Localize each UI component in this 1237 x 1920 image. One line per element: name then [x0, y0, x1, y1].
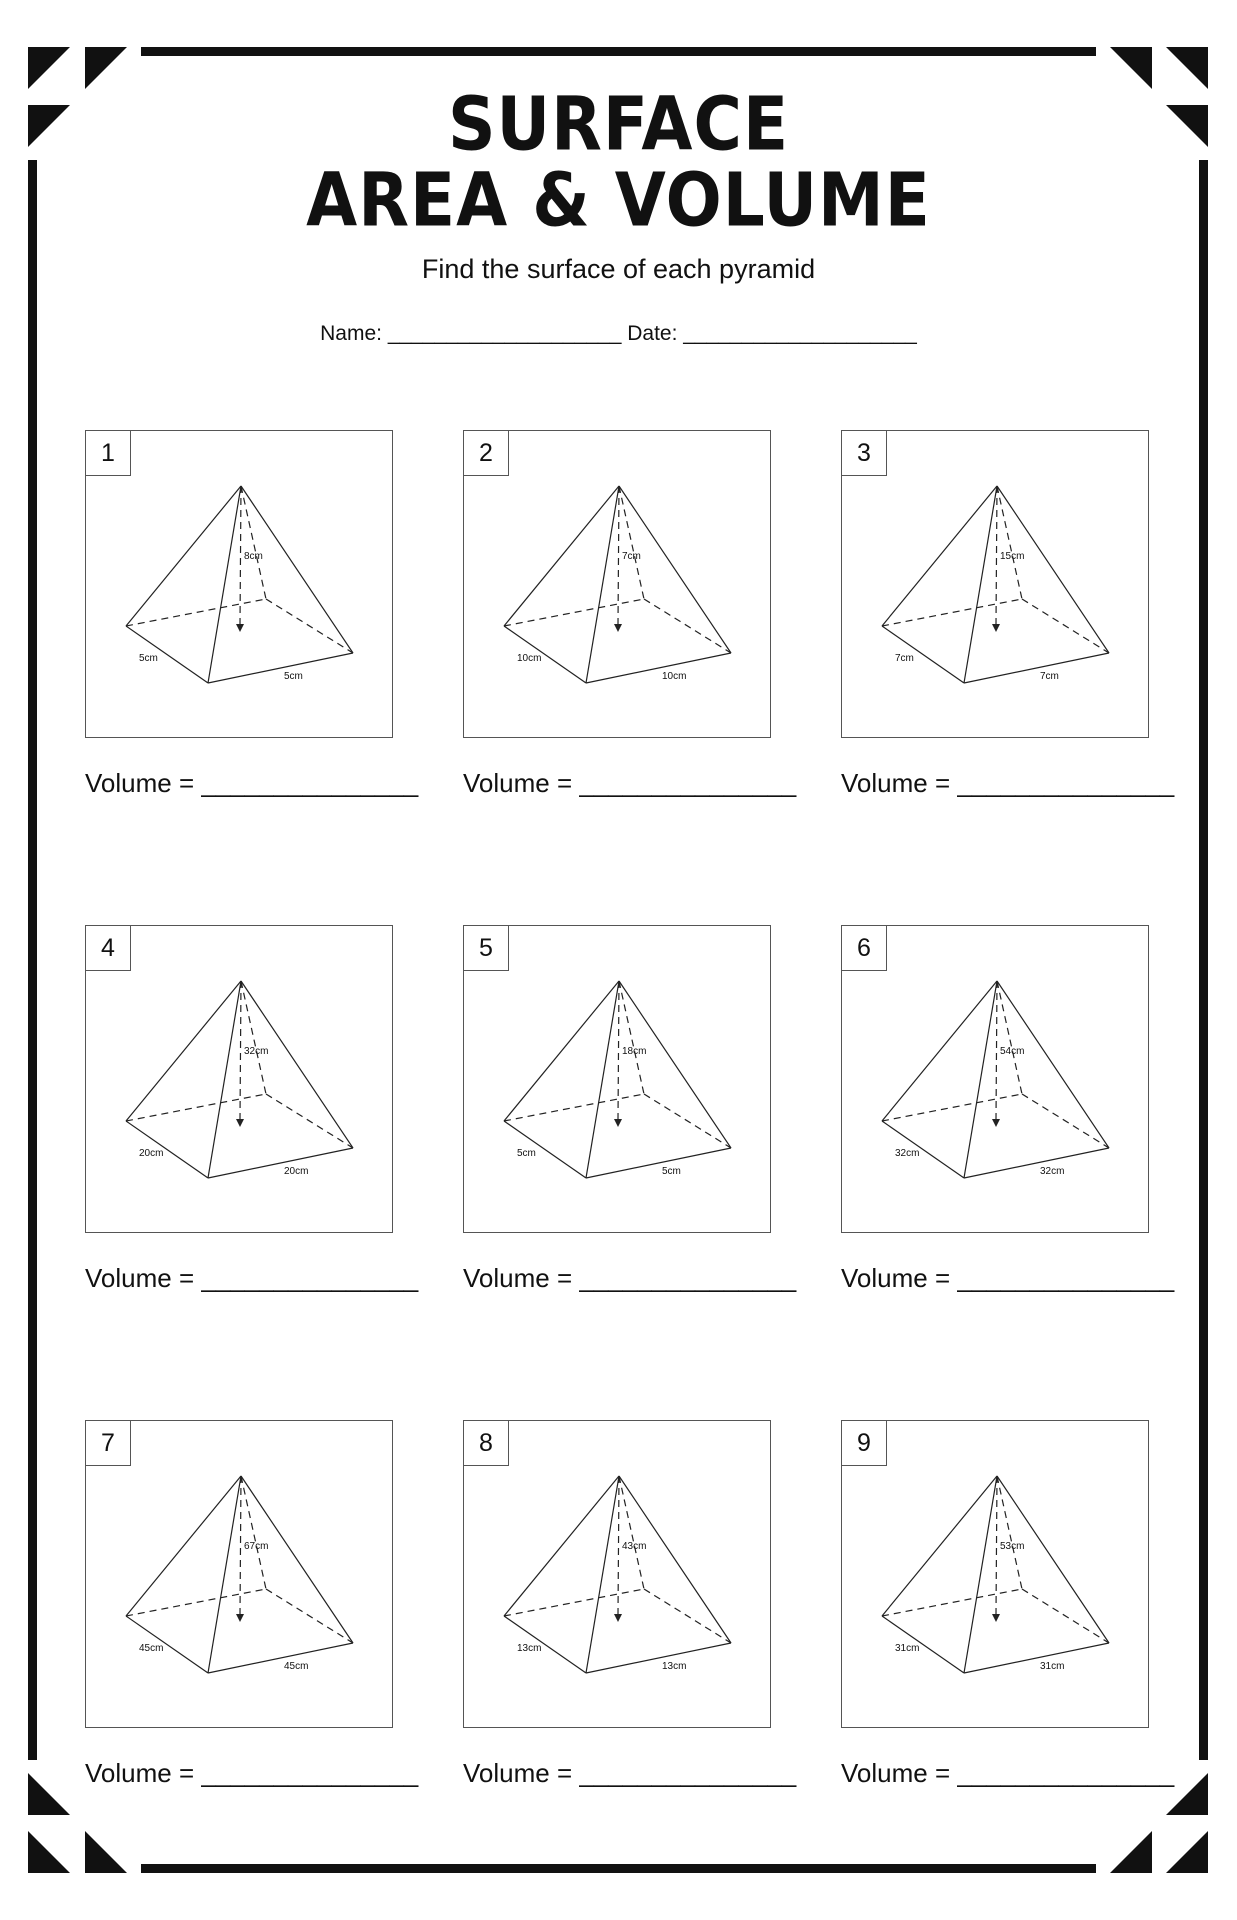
height-label: 54cm — [1000, 1046, 1025, 1057]
pyramid-edge — [964, 486, 997, 683]
height-label: 32cm — [244, 1046, 269, 1057]
hidden-edge — [504, 1094, 644, 1121]
pyramid-edge — [208, 981, 241, 1178]
hidden-edge — [126, 599, 266, 626]
hidden-edge — [882, 1589, 1022, 1616]
worksheet-title-line1: SURFACE — [447, 81, 790, 168]
pyramid-edge — [126, 981, 241, 1121]
hidden-edge — [240, 981, 241, 1119]
base-side-right-label: 7cm — [1040, 671, 1059, 682]
height-label: 53cm — [1000, 1541, 1025, 1552]
pyramid-edge — [126, 486, 241, 626]
hidden-edge — [618, 1476, 619, 1614]
hidden-edge — [241, 981, 269, 1094]
hidden-edge — [997, 486, 1025, 599]
pyramid-edge — [208, 1476, 241, 1673]
base-side-left-label: 5cm — [517, 1148, 536, 1159]
hidden-edge — [266, 1094, 353, 1148]
base-side-left-label: 31cm — [895, 1643, 920, 1654]
pyramid-edge — [586, 1148, 731, 1178]
hidden-edge — [241, 486, 266, 599]
problem-number: 2 — [463, 430, 509, 476]
pyramid-edge — [241, 981, 353, 1148]
pyramid-edge — [882, 486, 997, 626]
base-side-right-label: 31cm — [1040, 1661, 1065, 1672]
pyramid-edge — [964, 1643, 1109, 1673]
hidden-edge — [996, 981, 997, 1119]
volume-answer-line[interactable]: Volume = _______________ — [841, 1758, 1175, 1788]
problem-number: 7 — [85, 1420, 131, 1466]
height-label: 8cm — [244, 551, 263, 562]
pyramid-edge — [586, 653, 731, 683]
hidden-edge — [1022, 599, 1109, 653]
base-side-right-label: 20cm — [284, 1166, 309, 1177]
worksheet-instructions: Find the surface of each pyramid — [421, 254, 816, 284]
height-label: 7cm — [622, 551, 641, 562]
pyramid-diagram — [842, 431, 1147, 736]
pyramid-edge — [241, 486, 353, 653]
height-label: 67cm — [244, 1541, 269, 1552]
problem-number: 6 — [841, 925, 887, 971]
hidden-edge — [266, 599, 353, 653]
hidden-edge — [126, 1589, 266, 1616]
problem-figure-box — [463, 925, 771, 1233]
height-label: 15cm — [1000, 551, 1025, 562]
hidden-edge — [997, 981, 1025, 1094]
height-arrow-icon — [614, 1119, 622, 1127]
problem-number: 4 — [85, 925, 131, 971]
problem-number: 1 — [85, 430, 131, 476]
height-arrow-icon — [992, 1614, 1000, 1622]
volume-answer-line[interactable]: Volume = _______________ — [463, 768, 797, 798]
base-side-right-label: 5cm — [662, 1166, 681, 1177]
pyramid-edge — [586, 1643, 731, 1673]
height-arrow-icon — [236, 624, 244, 632]
hidden-edge — [126, 1094, 266, 1121]
problem-figure-box — [463, 1420, 771, 1728]
hidden-edge — [619, 1476, 647, 1589]
base-side-left-label: 7cm — [895, 653, 914, 664]
height-label: 43cm — [622, 1541, 647, 1552]
problem-figure-box — [85, 1420, 393, 1728]
pyramid-edge — [619, 981, 731, 1148]
hidden-edge — [996, 1476, 997, 1614]
pyramid-diagram — [464, 431, 769, 736]
problem-figure-box — [841, 430, 1149, 738]
pyramid-diagram — [86, 1421, 391, 1726]
base-side-left-label: 13cm — [517, 1643, 542, 1654]
pyramid-edge — [208, 486, 241, 683]
pyramid-diagram — [842, 926, 1147, 1231]
height-arrow-icon — [236, 1614, 244, 1622]
pyramid-edge — [997, 981, 1109, 1148]
problem-figure-box — [85, 430, 393, 738]
pyramid-edge — [504, 981, 619, 1121]
pyramid-edge — [504, 486, 619, 626]
pyramid-diagram — [842, 1421, 1147, 1726]
base-side-right-label: 45cm — [284, 1661, 309, 1672]
volume-answer-line[interactable]: Volume = _______________ — [463, 1263, 797, 1293]
height-arrow-icon — [992, 1119, 1000, 1127]
hidden-edge — [644, 1094, 731, 1148]
height-arrow-icon — [236, 1119, 244, 1127]
pyramid-edge — [208, 1148, 353, 1178]
hidden-edge — [644, 1589, 731, 1643]
pyramid-edge — [586, 1476, 619, 1673]
pyramid-edge — [504, 1476, 619, 1616]
pyramid-edge — [997, 1476, 1109, 1643]
pyramid-edge — [126, 1476, 241, 1616]
hidden-edge — [882, 1094, 1022, 1121]
pyramid-edge — [964, 653, 1109, 683]
problem-number: 9 — [841, 1420, 887, 1466]
hidden-edge — [504, 1589, 644, 1616]
pyramid-diagram — [86, 926, 391, 1231]
height-arrow-icon — [614, 624, 622, 632]
hidden-edge — [240, 1476, 241, 1614]
problem-number: 5 — [463, 925, 509, 971]
pyramid-edge — [997, 486, 1109, 653]
pyramid-edge — [208, 1643, 353, 1673]
volume-answer-line[interactable]: Volume = _______________ — [841, 1263, 1175, 1293]
pyramid-edge — [882, 1476, 997, 1616]
pyramid-edge — [619, 1476, 731, 1643]
hidden-edge — [1022, 1589, 1109, 1643]
pyramid-edge — [208, 653, 353, 683]
pyramid-diagram — [464, 1421, 769, 1726]
problem-number: 8 — [463, 1420, 509, 1466]
base-side-right-label: 5cm — [284, 671, 303, 682]
pyramid-edge — [586, 486, 619, 683]
hidden-edge — [240, 486, 241, 624]
volume-answer-line[interactable]: Volume = _______________ — [85, 768, 419, 798]
volume-answer-line[interactable]: Volume = _______________ — [841, 768, 1175, 798]
hidden-edge — [996, 486, 997, 624]
problem-figure-box — [841, 925, 1149, 1233]
problem-figure-box — [85, 925, 393, 1233]
pyramid-edge — [964, 981, 997, 1178]
name-date-line: Name: ____________________ Date: ____________________ — [320, 322, 917, 345]
base-side-left-label: 32cm — [895, 1148, 920, 1159]
volume-answer-line[interactable]: Volume = _______________ — [85, 1758, 419, 1788]
pyramid-edge — [241, 1476, 353, 1643]
base-side-left-label: 20cm — [139, 1148, 164, 1159]
base-side-right-label: 32cm — [1040, 1166, 1065, 1177]
hidden-edge — [241, 1476, 269, 1589]
pyramid-diagram — [464, 926, 769, 1231]
hidden-edge — [619, 486, 644, 599]
hidden-edge — [619, 981, 647, 1094]
base-side-left-label: 5cm — [139, 653, 158, 664]
problem-number: 3 — [841, 430, 887, 476]
hidden-edge — [618, 981, 619, 1119]
hidden-edge — [618, 486, 619, 624]
base-side-left-label: 10cm — [517, 653, 542, 664]
problem-figure-box — [463, 430, 771, 738]
hidden-edge — [1022, 1094, 1109, 1148]
hidden-edge — [504, 599, 644, 626]
hidden-edge — [882, 599, 1022, 626]
hidden-edge — [997, 1476, 1025, 1589]
pyramid-edge — [586, 981, 619, 1178]
pyramid-edge — [964, 1476, 997, 1673]
hidden-edge — [266, 1589, 353, 1643]
hidden-edge — [644, 599, 731, 653]
pyramid-edge — [964, 1148, 1109, 1178]
pyramid-diagram — [86, 431, 391, 736]
base-side-left-label: 45cm — [139, 1643, 164, 1654]
pyramid-edge — [882, 981, 997, 1121]
height-label: 18cm — [622, 1046, 647, 1057]
height-arrow-icon — [614, 1614, 622, 1622]
base-side-right-label: 10cm — [662, 671, 687, 682]
volume-answer-line[interactable]: Volume = _______________ — [85, 1263, 419, 1293]
worksheet-title-line2: AREA & VOLUME — [306, 157, 931, 244]
problem-figure-box — [841, 1420, 1149, 1728]
pyramid-edge — [619, 486, 731, 653]
volume-answer-line[interactable]: Volume = _______________ — [463, 1758, 797, 1788]
height-arrow-icon — [992, 624, 1000, 632]
base-side-right-label: 13cm — [662, 1661, 687, 1672]
